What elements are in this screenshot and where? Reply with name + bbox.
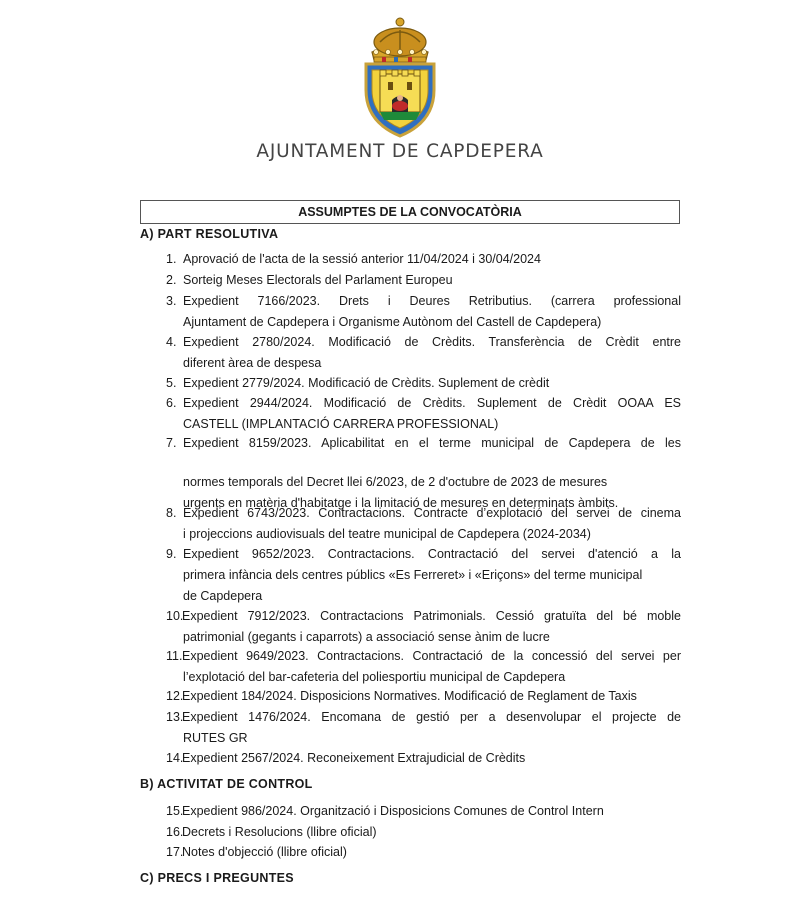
agenda-item: 12.Expedient 184/2024. Disposicions Normatives. Modificació de Reglament de Taxis (166, 689, 637, 703)
org-name: AJUNTAMENT DE CAPDEPERA (256, 141, 544, 162)
agenda-item: 3. Expedient 7166/2023. Drets i Deures Retributius. (carrera professional Ajuntament de Capdepera i Organisme Autònom del Castell de Capdepera) (166, 294, 681, 329)
section-heading-c: C) PRECS I PREGUNTES (140, 871, 294, 885)
section-heading-a: A) PART RESOLUTIVA (140, 227, 279, 241)
agenda-item: 15.Expedient 986/2024. Organització i Disposicions Comunes de Control Intern (166, 804, 604, 818)
section-heading-b: B) ACTIVITAT DE CONTROL (140, 777, 313, 791)
crown-icon (372, 18, 428, 62)
agenda-item: 16.Decrets i Resolucions (llibre oficial) (166, 825, 377, 839)
agenda-item: 2. Sorteig Meses Electorals del Parlament Europeu (166, 273, 453, 287)
agenda-title: ASSUMPTES DE LA CONVOCATÒRIA (140, 200, 680, 224)
agenda-item: 7. Expedient 8159/2023. Aplicabilitat en el terme municipal de Capdepera de les normes temporals del Decret llei 6/2023, de 2 d'octubre de 2023 de mesures urgents en matèria d'habitatge i la limitació de mesures en determinats àmbits. (166, 436, 681, 510)
agenda-item: 17.Notes d'objecció (llibre oficial) (166, 845, 347, 859)
agenda-item: 13.Expedient 1476/2024. Encomana de gestió per a desenvolupar el projecte de RUTES GR (166, 710, 681, 745)
agenda-item: 10.Expedient 7912/2023. Contractacions Patrimonials. Cessió gratuïta del bé moble patrimonial (gegants i caparrots) a associació sense ànim de lucre (166, 609, 681, 644)
agenda-item: 11.Expedient 9649/2023. Contractacions. Contractació de la concessió del servei per l’explotació del bar-cafeteria del poliesportiu municipal de Capdepera (166, 649, 681, 684)
agenda-item: 5. Expedient 2779/2024. Modificació de Crèdits. Suplement de crèdit (166, 376, 550, 390)
coat-of-arms-logo (350, 12, 450, 142)
letterhead (0, 0, 800, 175)
agenda-item: 14.Expedient 2567/2024. Reconeixement Extrajudicial de Crèdits (166, 751, 526, 765)
agenda-item: 8. Expedient 6743/2023. Contractacions. Contracte d’explotació del servei de cinema i projeccions audiovisuals del teatre municipal de Capdepera (2024-2034) (166, 506, 681, 541)
agenda-item: 1. Aprovació de l'acta de la sessió anterior 11/04/2024 i 30/04/2024 (166, 252, 541, 266)
agenda-item: 9. Expedient 9652/2023. Contractacions. Contractació del servei d'atenció a la primera infància dels centres públics «Es Ferreret» i «Eriçons» del terme municipal de Capdepera (166, 547, 681, 603)
agenda-item: 4. Expedient 2780/2024. Modificació de Crèdits. Transferència de Crèdit entre diferent àrea de despesa (166, 335, 681, 370)
agenda-item: 6. Expedient 2944/2024. Modificació de Crèdits. Suplement de Crèdit OOAA ES CASTELL (IMPLANTACIÓ CARRERA PROFESSIONAL) (166, 396, 681, 431)
